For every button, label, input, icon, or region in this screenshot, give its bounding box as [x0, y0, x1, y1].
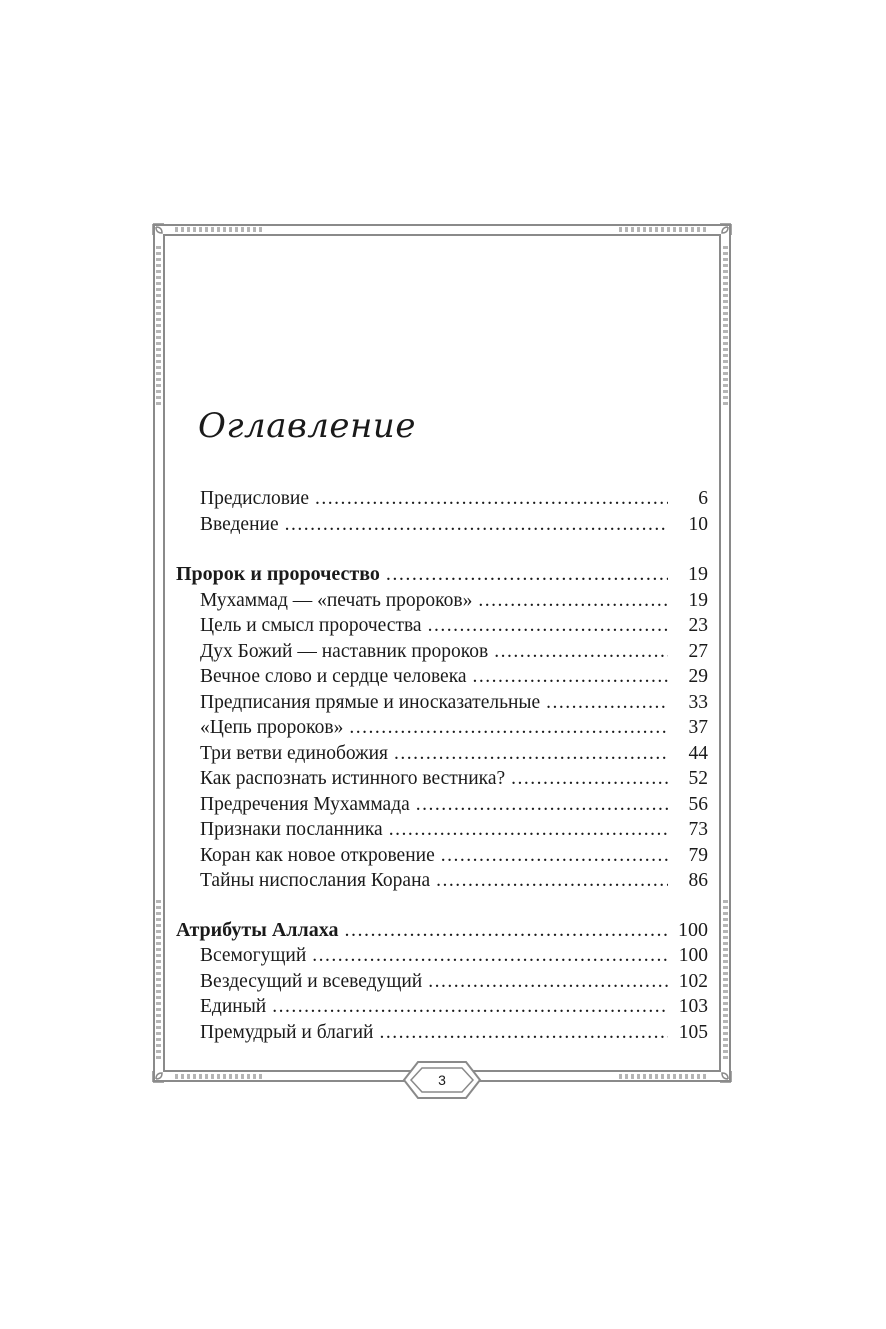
toc-entry-page: 52 [688, 768, 708, 789]
toc-entry-label: Мухаммад — «печать пророков» [200, 589, 473, 611]
toc-entry-label: Коран как новое откровение [200, 844, 435, 866]
toc-entry-page: 73 [688, 819, 708, 840]
toc-entry[interactable] [176, 690, 708, 716]
corner-ornament-icon [710, 1061, 734, 1085]
toc-entry-page: 105 [678, 1021, 708, 1043]
page-title: Оглавление [198, 406, 416, 446]
toc-leader-dots [272, 994, 668, 1020]
toc-entry-page: 37 [688, 717, 708, 738]
left-top-ornament-band [156, 246, 161, 406]
left-bottom-ornament-band [156, 900, 161, 1060]
table-of-contents [176, 486, 708, 1045]
toc-leader-dots [349, 715, 668, 741]
toc-entry[interactable] [176, 868, 708, 894]
toc-entry[interactable] [176, 613, 708, 639]
toc-entry-page: 103 [678, 996, 708, 1017]
right-bottom-ornament-band [723, 900, 728, 1060]
bottom-left-ornament-band [175, 1074, 265, 1079]
toc-leader-dots [344, 918, 668, 944]
top-right-ornament-band [619, 227, 709, 232]
toc-leader-dots [546, 690, 668, 716]
toc-entry[interactable] [176, 843, 708, 869]
corner-ornament-icon [150, 221, 174, 245]
toc-leader-dots [386, 562, 668, 588]
toc-entry-page: 29 [688, 666, 708, 687]
toc-entry[interactable] [176, 994, 708, 1020]
toc-leader-dots [428, 969, 668, 995]
toc-leader-dots [394, 741, 668, 767]
toc-entry[interactable] [176, 639, 708, 665]
toc-entry-label: Предречения Мухаммада [200, 793, 410, 815]
toc-entry[interactable] [176, 792, 708, 818]
toc-entry[interactable] [176, 741, 708, 767]
toc-leader-dots [312, 943, 668, 969]
toc-entry[interactable] [176, 943, 708, 969]
section-spacer [176, 894, 708, 918]
toc-leader-dots [511, 766, 668, 792]
toc-entry-label: Признаки посланника [200, 819, 383, 840]
toc-entry-page: 102 [678, 970, 708, 992]
top-left-ornament-band [175, 227, 265, 232]
toc-entry-page: 56 [688, 793, 708, 815]
toc-entry[interactable] [176, 969, 708, 995]
toc-section-heading[interactable] [176, 918, 708, 944]
toc-entry-label: Тайны ниспослания Корана [200, 870, 431, 891]
toc-leader-dots [473, 664, 668, 690]
toc-entry-label: Премудрый и благий [200, 1021, 374, 1043]
toc-entry-label: Введение [200, 513, 279, 535]
toc-leader-dots [428, 613, 668, 639]
toc-entry-label: Предисловие [200, 488, 310, 509]
toc-entry-page: 100 [678, 945, 708, 966]
toc-entry[interactable] [176, 766, 708, 792]
toc-entry-label: Всемогущий [200, 945, 307, 966]
toc-entry-label: Дух Божий — наставник пророков [200, 640, 489, 662]
toc-entry-page: 86 [688, 870, 708, 891]
toc-leader-dots [478, 588, 668, 614]
bottom-right-ornament-band [619, 1074, 709, 1079]
section-spacer [176, 537, 708, 562]
toc-entry[interactable] [176, 1020, 708, 1046]
toc-leader-dots [285, 512, 668, 538]
toc-section-page: 19 [688, 563, 708, 585]
toc-entry-page: 10 [688, 513, 708, 535]
toc-entry-page: 23 [688, 615, 708, 636]
toc-entry-page: 19 [688, 589, 708, 611]
right-top-ornament-band [723, 246, 728, 406]
toc-leader-dots [494, 639, 668, 665]
toc-entry-label: Единый [200, 996, 267, 1017]
toc-leader-dots [416, 792, 668, 818]
toc-entry-label: «Цепь пророков» [200, 717, 344, 738]
toc-entry-page: 33 [688, 691, 708, 713]
toc-entry-page: 79 [688, 844, 708, 866]
toc-entry[interactable] [176, 486, 708, 512]
toc-leader-dots [379, 1020, 668, 1046]
toc-entry-page: 6 [698, 488, 708, 509]
page-number: 3 [438, 1072, 446, 1088]
toc-section-label: Пророк и пророчество [176, 563, 380, 585]
toc-section-heading[interactable] [176, 562, 708, 588]
toc-entry-label: Цель и смысл пророчества [200, 615, 422, 636]
corner-ornament-icon [710, 221, 734, 245]
toc-entry[interactable] [176, 512, 708, 538]
toc-leader-dots [315, 486, 668, 512]
toc-entry-page: 27 [688, 640, 708, 662]
toc-entry-page: 44 [688, 742, 708, 764]
toc-entry-label: Предписания прямые и иносказательные [200, 691, 541, 713]
toc-leader-dots [436, 868, 668, 894]
toc-entry-label: Три ветви единобожия [200, 742, 389, 764]
toc-leader-dots [389, 817, 668, 843]
toc-entry[interactable] [176, 817, 708, 843]
toc-entry[interactable] [176, 664, 708, 690]
toc-section-page: 100 [678, 918, 708, 941]
toc-entry-label: Как распознать истинного вестника? [200, 768, 506, 789]
toc-leader-dots [441, 843, 668, 869]
toc-entry-label: Вездесущий и всеведущий [200, 970, 423, 992]
toc-section-label: Атрибуты Аллаха [176, 918, 339, 941]
toc-entry-label: Вечное слово и сердце человека [200, 666, 467, 687]
toc-entry[interactable] [176, 715, 708, 741]
corner-ornament-icon [150, 1061, 174, 1085]
toc-entry[interactable] [176, 588, 708, 614]
